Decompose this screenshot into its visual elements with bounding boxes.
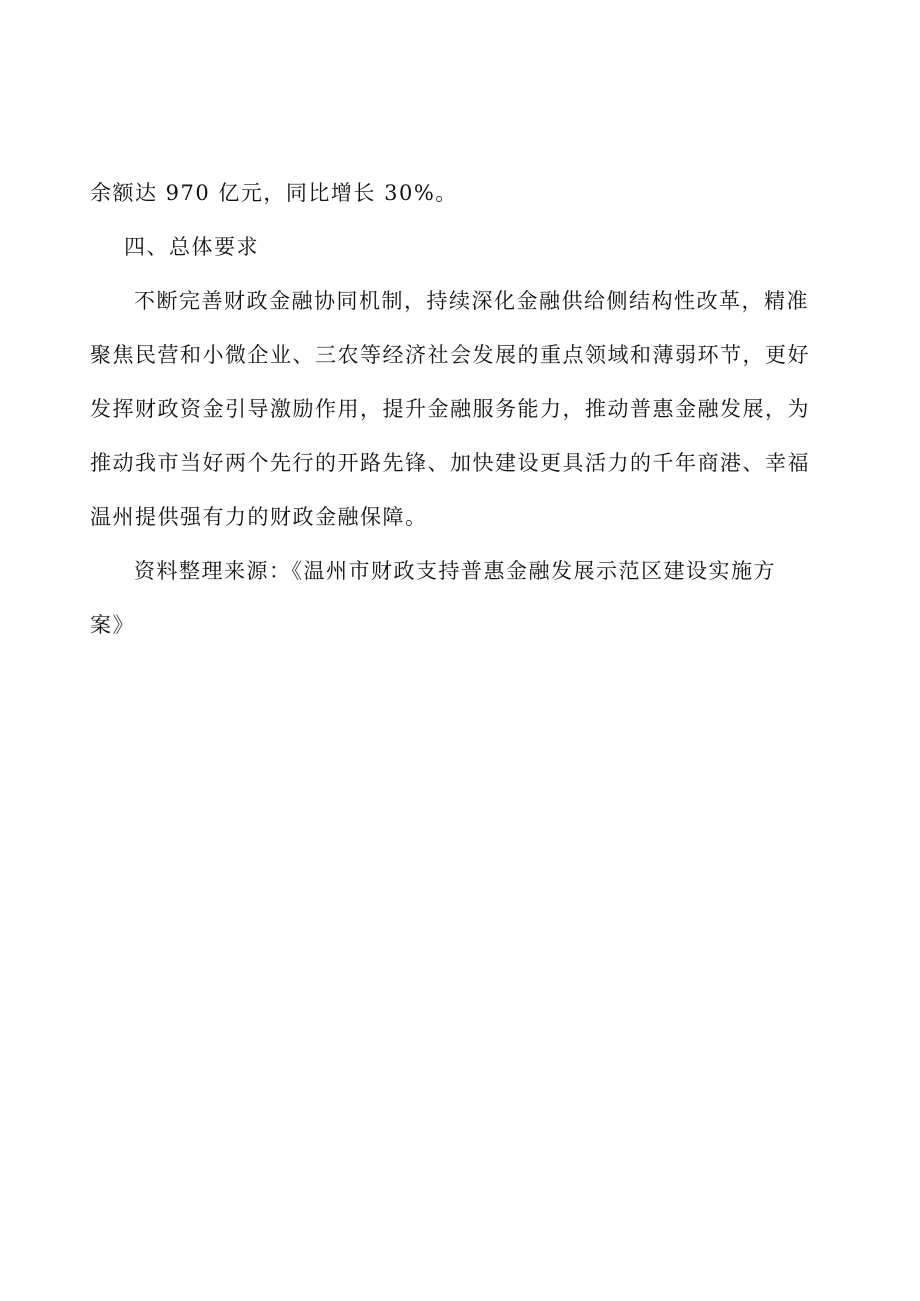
document-body (90, 166, 830, 652)
source-line: 资料整理来源：《温州市财政支持普惠金融发展示范区建设实施方 (134, 559, 776, 583)
continuation-line: 余额达 970 亿元，同比增长 30%。 (90, 181, 458, 205)
paragraph-line: 聚焦民营和小微企业、三农等经济社会发展的重点领域和薄弱环节，更好 (90, 343, 810, 367)
paragraph-line: 推动我市当好两个先行的开路先锋、加快建设更具活力的千年商港、幸福 (90, 451, 810, 475)
paragraph-line: 温州提供强有力的财政金融保障。 (90, 505, 428, 529)
section-heading: 四、总体要求 (124, 235, 259, 259)
paragraph-line: 不断完善财政金融协同机制，持续深化金融供给侧结构性改革，精准 (134, 289, 809, 313)
source-line: 案》 (90, 613, 135, 637)
paragraph-line: 发挥财政资金引导激励作用，提升金融服务能力，推动普惠金融发展，为 (90, 397, 810, 421)
